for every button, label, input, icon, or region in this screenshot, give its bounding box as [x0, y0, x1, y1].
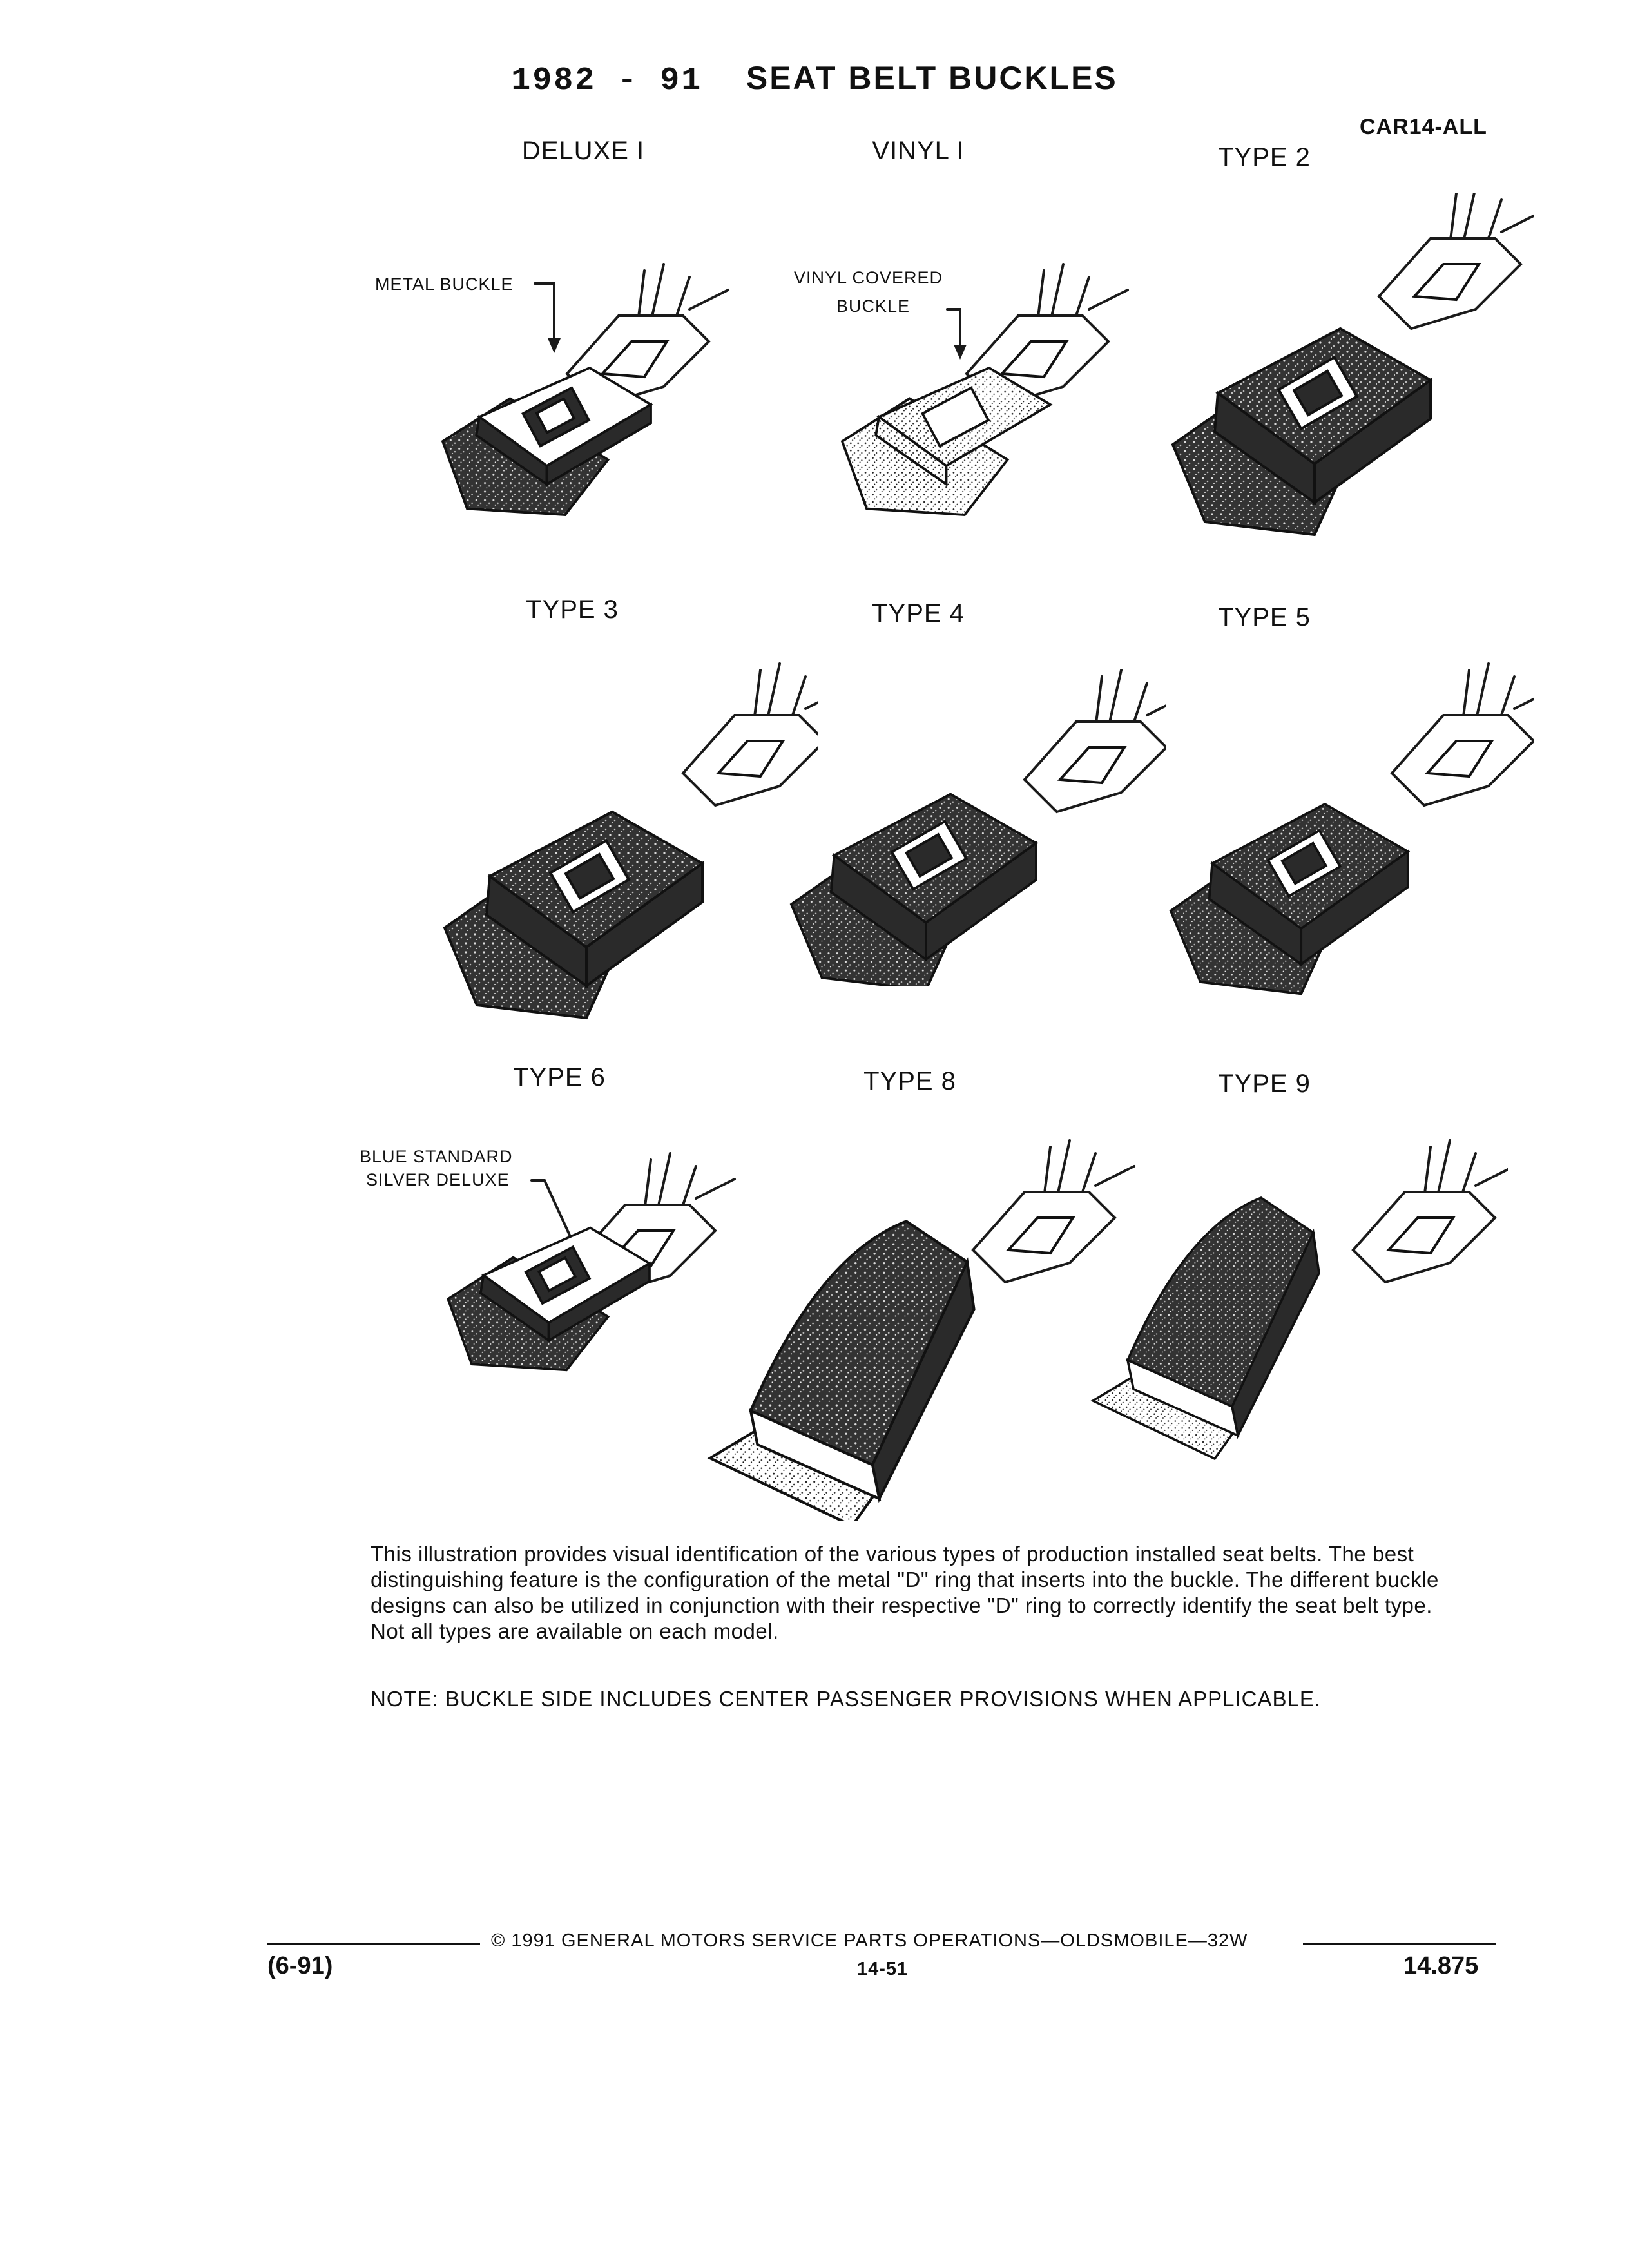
page-title [0, 59, 1629, 99]
footer-rule-right [1303, 1943, 1496, 1945]
callout-blue-standard: BLUE STANDARD [360, 1147, 513, 1166]
note-text: NOTE: BUCKLE SIDE INCLUDES CENTER PASSENGER PROVISIONS WHEN APPLICABLE. [371, 1687, 1322, 1711]
pointer-arrow [535, 284, 554, 341]
footer-rule-left [267, 1943, 480, 1945]
buckle-illustration [1147, 644, 1534, 1005]
footer-copyright: © 1991 GENERAL MOTORS SERVICE PARTS OPERATIONS—OLDSMOBILE—32W [491, 1930, 1248, 1951]
callout-vinyl-covered-1: VINYL COVERED [794, 268, 943, 287]
label-type5: TYPE 5 [1218, 603, 1311, 631]
pointer-arrow [532, 1180, 574, 1244]
title-years: 1982 - 91 [511, 62, 703, 99]
buckle-illustration [1070, 1121, 1508, 1482]
callout-metal-buckle: METAL BUCKLE [375, 274, 514, 294]
callout-vinyl-covered-2: BUCKLE [836, 296, 911, 316]
buckle-illustration [406, 245, 767, 528]
pointer-arrow [947, 309, 960, 348]
buckle-illustration [805, 245, 1166, 528]
label-vinyl: VINYL I [872, 137, 965, 165]
footer-section-number: 14.875 [1403, 1952, 1479, 1979]
buckle-illustration [419, 644, 818, 1031]
buckle-illustration [767, 651, 1166, 986]
label-type2: TYPE 2 [1218, 143, 1311, 171]
footer-page-number: 14-51 [857, 1959, 909, 1979]
catalog-code: CAR14-ALL [1360, 115, 1487, 139]
label-deluxe: DELUXE I [521, 137, 645, 165]
title-text: SEAT BELT BUCKLES [746, 60, 1118, 96]
label-type8: TYPE 8 [863, 1067, 956, 1095]
footer-revision-date: (6-91) [267, 1952, 333, 1979]
buckle-illustration [1147, 193, 1534, 554]
description-paragraph: This illustration provides visual identification of the various types of production installed seat belts. The best distinguishing feature is the configuration of the metal "D" ring that inserts into the buckle. The different buckle designs can also be utilized in conjunction with their respective "D" ring to correctly identify the seat belt type. Not all types are available on each model. [371, 1542, 1439, 1643]
label-type6: TYPE 6 [513, 1063, 606, 1091]
callout-silver-deluxe: SILVER DELUXE [366, 1170, 510, 1189]
label-type9: TYPE 9 [1218, 1070, 1311, 1098]
label-type3: TYPE 3 [526, 595, 619, 624]
label-type4: TYPE 4 [872, 599, 965, 628]
